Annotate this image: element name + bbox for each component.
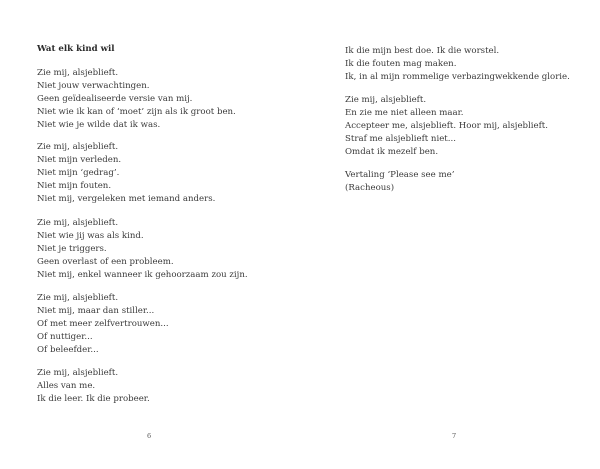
poem-line: Ik, in al mijn rommelige verbazingwekkende glorie. xyxy=(345,72,570,82)
poem-line: Zie mij, alsjeblieft. xyxy=(37,368,119,378)
poem-line: Ik die fouten mag maken. xyxy=(345,59,457,69)
poem-line: Niet mij, maar dan stiller... xyxy=(37,306,155,316)
poem-line: Niet mijn verleden. xyxy=(37,155,122,165)
poem-line: Of nuttiger... xyxy=(37,332,93,342)
poem-title: Wat elk kind wil xyxy=(37,44,115,54)
page-number-left: 6 xyxy=(147,432,152,440)
poem-line: Ik die mijn best doe. Ik die worstel. xyxy=(345,46,500,56)
poem-line: Niet wie je wilde dat ik was. xyxy=(37,120,161,130)
poem-line: Zie mij, alsjeblieft. xyxy=(37,68,119,78)
poem-line: Zie mij, alsjeblieft. xyxy=(345,95,427,105)
stanza-6 xyxy=(345,45,570,84)
poem-line: Geen overlast of een probleem. xyxy=(37,257,174,267)
poem-line: Of beleefder... xyxy=(37,345,99,355)
attribution xyxy=(345,169,454,195)
poem-line: Ik die leer. Ik die probeer. xyxy=(37,394,150,404)
poem-line: Niet wie jij was als kind. xyxy=(37,231,144,241)
stanza-4 xyxy=(37,292,169,357)
poem-line: Omdat ik mezelf ben. xyxy=(345,147,439,157)
poem-line: Niet mijn fouten. xyxy=(37,181,112,191)
poem-line: Niet mij, vergeleken met iemand anders. xyxy=(37,194,216,204)
poem-line: Niet je triggers. xyxy=(37,244,107,254)
translation-note: Vertaling ‘Please see me’ xyxy=(345,170,455,180)
poem-line: Niet mij, enkel wanneer ik gehoorzaam zou zijn. xyxy=(37,270,248,280)
poem-line: Geen geïdealiseerde versie van mij. xyxy=(37,94,193,104)
poem-line: Niet jouw verwachtingen. xyxy=(37,81,150,91)
poem-line: Zie mij, alsjeblieft. xyxy=(37,218,119,228)
poem-line: Alles van me. xyxy=(37,381,96,391)
stanza-5 xyxy=(37,367,150,406)
stanza-3 xyxy=(37,217,248,282)
stanza-1 xyxy=(37,67,236,132)
poem-line: Straf me alsjeblieft niet... xyxy=(345,134,456,144)
page-number-right: 7 xyxy=(452,432,457,440)
poem-line: Zie mij, alsjeblieft. xyxy=(37,142,119,152)
stanza-7 xyxy=(345,94,548,159)
poem-line: Accepteer me, alsjeblieft. Hoor mij, alsjeblieft. xyxy=(345,121,548,131)
poem-line: Of met meer zelfvertrouwen... xyxy=(37,319,169,329)
poem-line: Zie mij, alsjeblieft. xyxy=(37,293,119,303)
poem-line: En zie me niet alleen maar. xyxy=(345,108,464,118)
poem-line: Niet mijn ‘gedrag’. xyxy=(37,168,120,178)
stanza-2 xyxy=(37,141,215,206)
right-page xyxy=(300,0,600,469)
author-credit: (Racheous) xyxy=(345,183,395,193)
poem-line: Niet wie ik kan of ‘moet’ zijn als ik groot ben. xyxy=(37,107,236,117)
